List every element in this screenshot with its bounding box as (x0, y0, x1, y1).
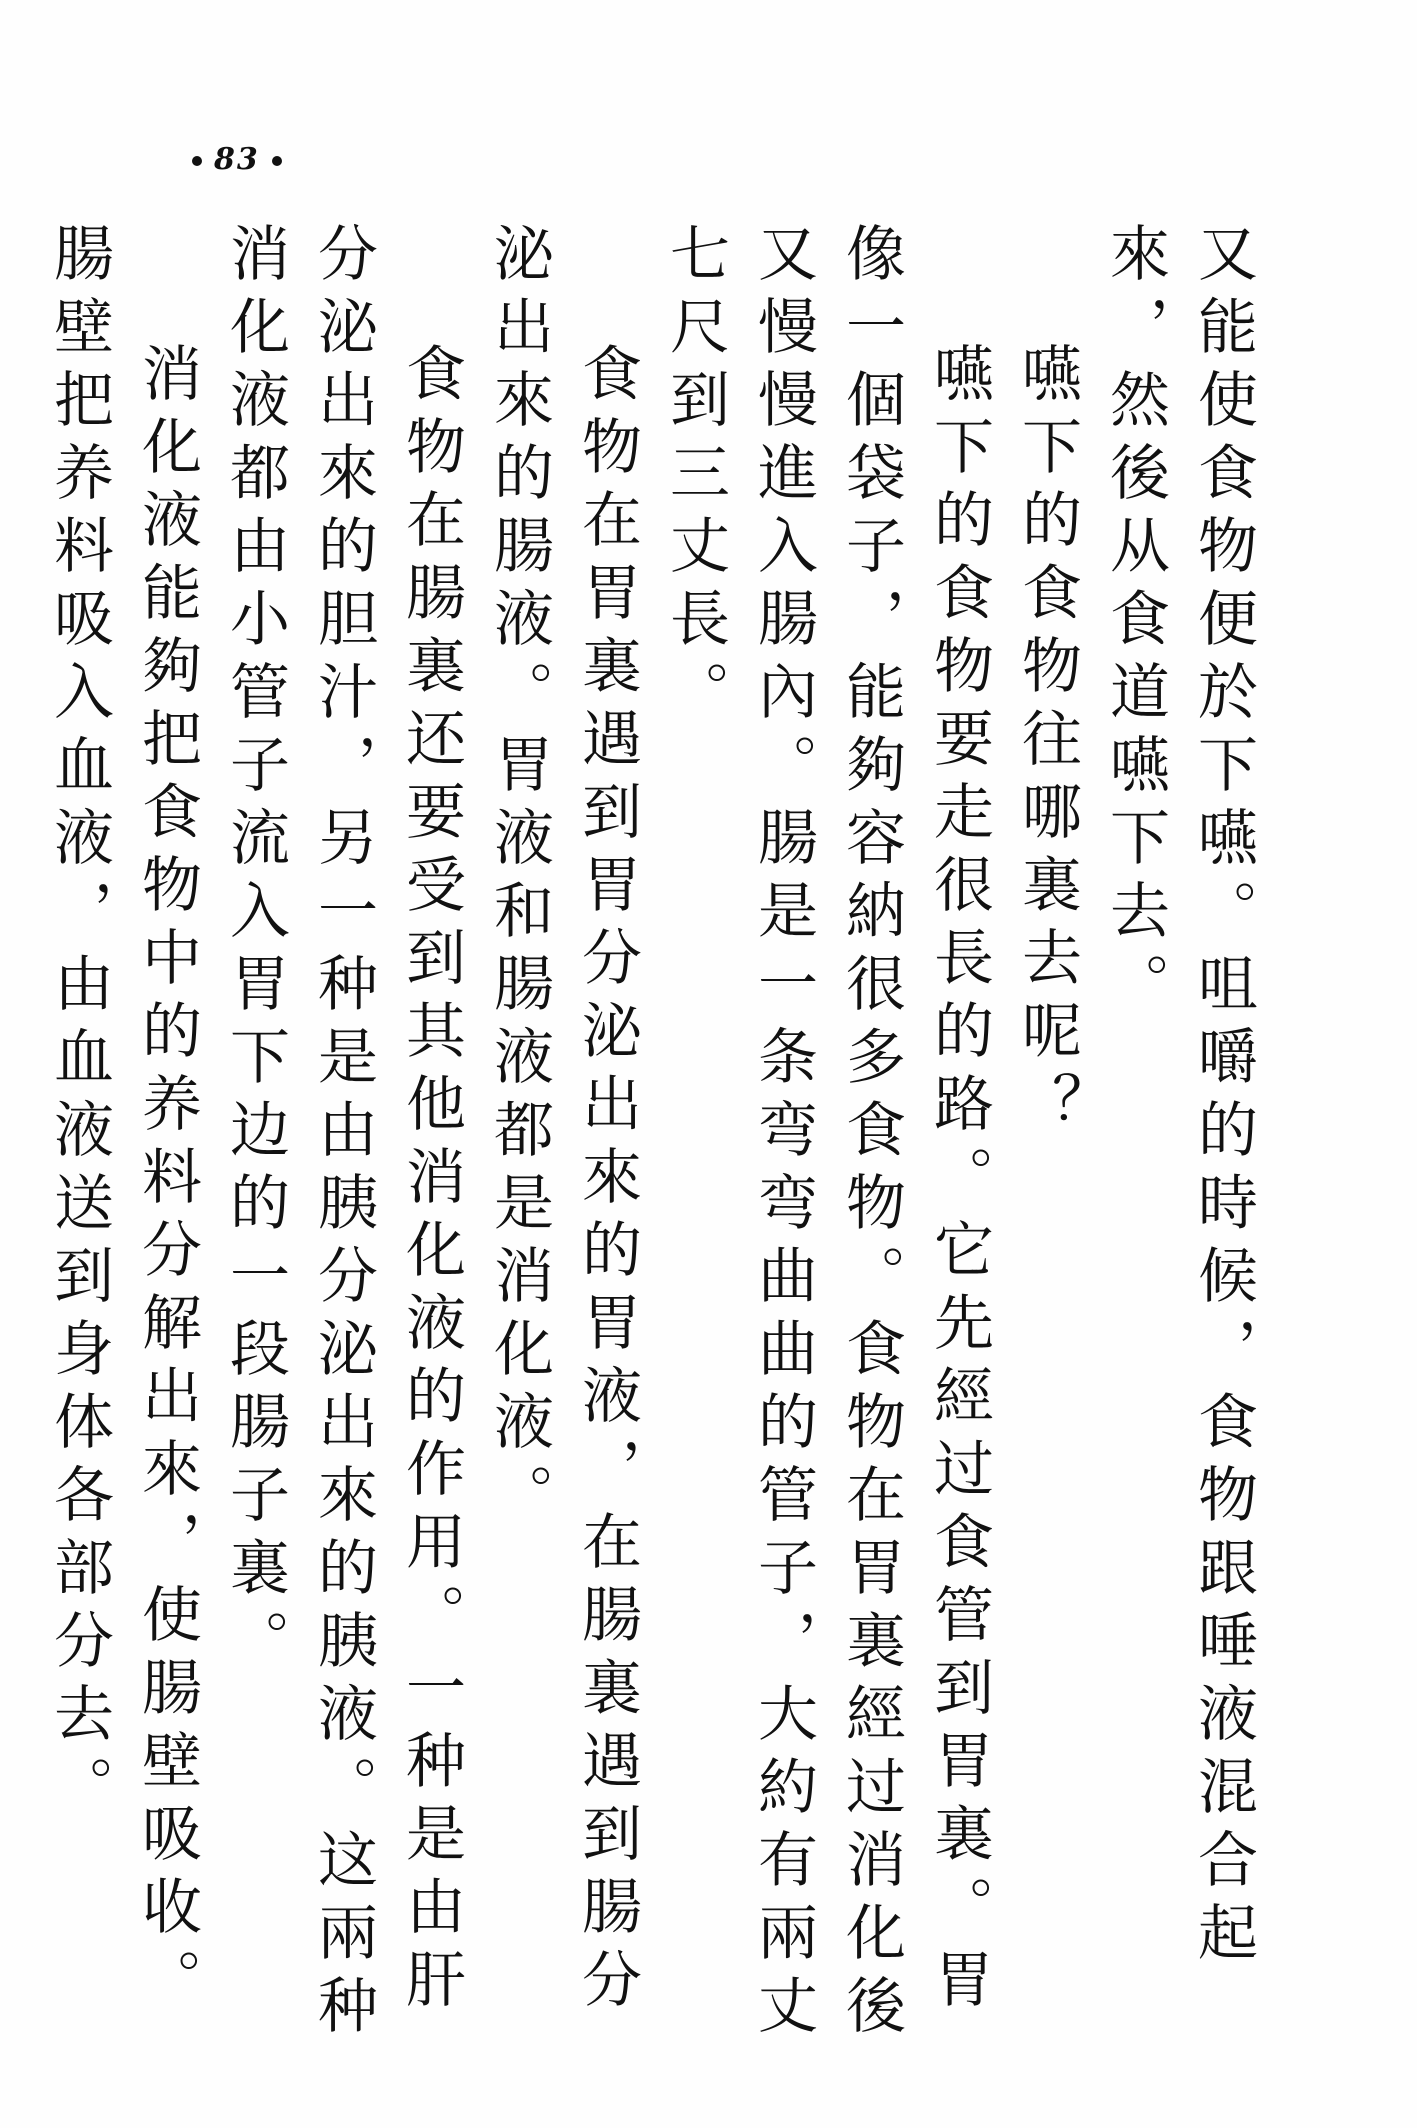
paragraph-1: 又能使食物便於下嚥。咀嚼的時候，食物跟唾液混合起來，然後从食道嚥下去。 (1100, 222, 1258, 1974)
paragraph-6: 消化液能夠把食物中的养料分解出來，使腸壁吸收。腸壁把养料吸入血液，由血液送到身体各部分去。 (44, 222, 202, 2021)
page-number-text: 83 (214, 142, 260, 177)
paragraph-5: 食物在腸裏还要受到其他消化液的作用。一种是由肝分泌出來的胆汁，另一种是由胰分泌出來的胰液。这兩种消化液都由小管子流入胃下边的一段腸子裏。 (220, 222, 466, 2047)
page-number-right-dot (272, 156, 282, 166)
vertical-text-body (44, 222, 1267, 2062)
paragraph-2: 嚥下的食物往哪裏去呢？ (1012, 342, 1082, 1145)
paragraph-3: 嚥下的食物要走很長的路。它先經过食管到胃裏。胃像一個袋子，能夠容納很多食物。食物在胃裏經过消化後又慢慢進入腸內。腸是一条弯弯曲曲的管子，大約有兩丈七尺到三丈長。 (660, 222, 994, 2047)
page-number (180, 142, 294, 177)
paragraph-4: 食物在胃裏遇到胃分泌出來的胃液，在腸裏遇到腸分泌出來的腸液。胃液和腸液都是消化液。 (484, 222, 642, 2021)
page-number-left-dot (192, 156, 202, 166)
